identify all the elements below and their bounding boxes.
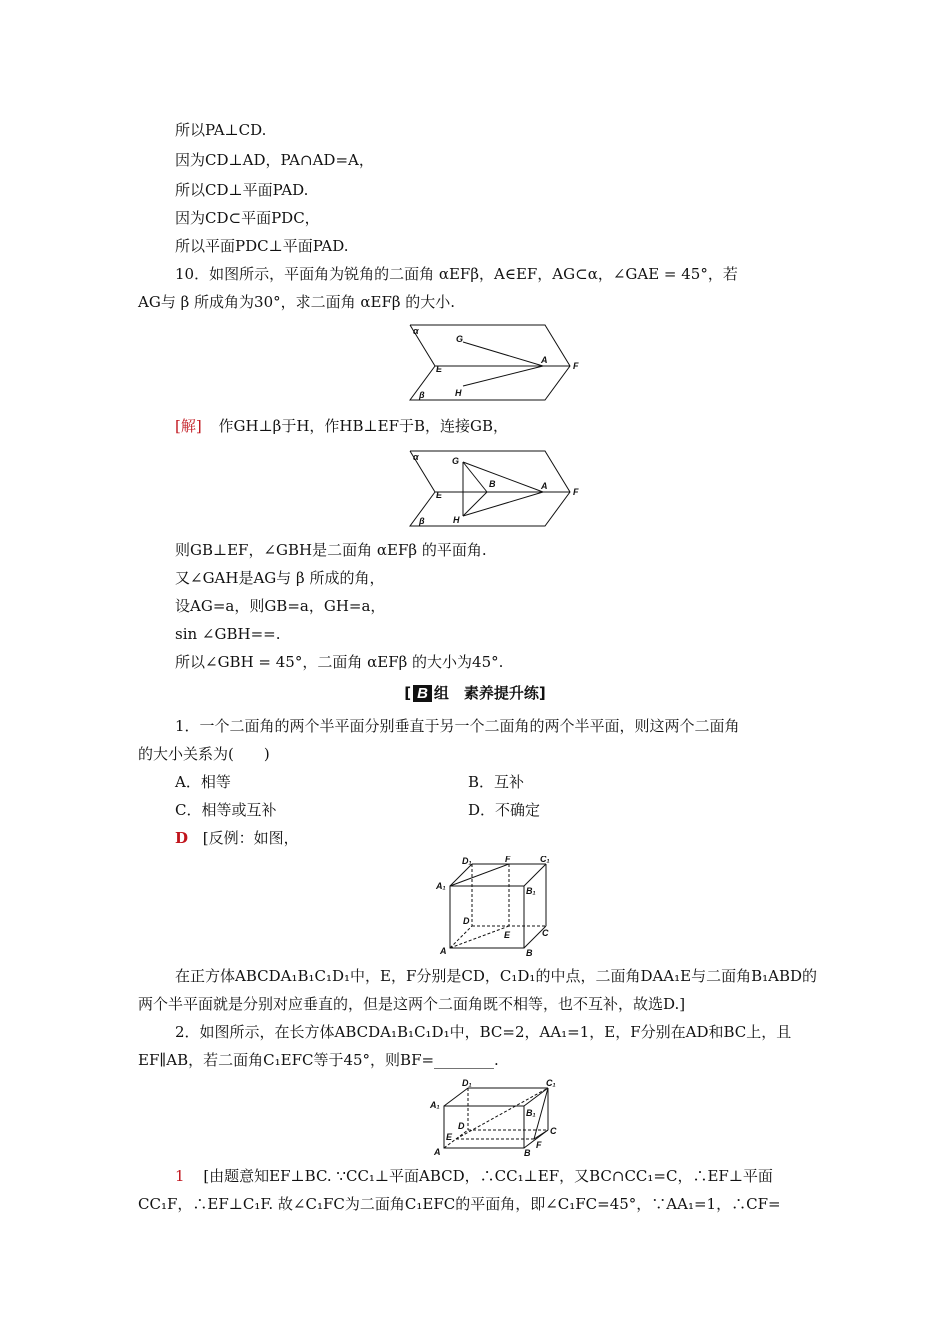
- label-G: G: [452, 456, 460, 466]
- question-2-line2: EF∥AB，若二面角C₁EFC等于45°，则BF=________.: [138, 1051, 499, 1069]
- label-A: A: [440, 946, 447, 956]
- label-B: B: [489, 479, 496, 489]
- text-line: 所以∠GBH = 45°，二面角 αEFβ 的大小为45°.: [175, 653, 504, 671]
- label-A: A: [541, 355, 548, 365]
- text-line: 所以PA⊥CD.: [175, 121, 267, 139]
- label-beta: β: [419, 390, 425, 400]
- label-H: H: [453, 515, 460, 525]
- label-C: C: [542, 928, 549, 938]
- label-A: A: [541, 481, 548, 491]
- explanation-2-line1: [由题意知EF⊥BC. ∵CC₁⊥平面ABCD，∴CC₁⊥EF，又BC∩CC₁=C，∴EF⊥平面: [203, 1167, 773, 1185]
- label-C: C: [550, 1126, 557, 1136]
- label-D1: D₁: [462, 856, 472, 866]
- explanation-1-line1: 在正方体ABCDA₁B₁C₁D₁中，E，F分别是CD，C₁D₁的中点，二面角DAA₁E与二面角B₁ABD的: [175, 967, 818, 985]
- solution-text: 作GH⊥β于H，作HB⊥EF于B，连接GB，: [218, 417, 509, 435]
- label-D1: D₁: [462, 1078, 472, 1088]
- question-1-line1: 1．一个二面角的两个半平面分别垂直于另一个二面角的两个半平面，则这两个二面角: [175, 717, 740, 735]
- problem-10-line2: AG与 β 所成角为30°，求二面角 αEFβ 的大小.: [138, 293, 456, 311]
- label-A: A: [434, 1147, 441, 1157]
- label-B: B: [526, 948, 533, 958]
- label-E: E: [504, 930, 511, 940]
- label-B1: B₁: [526, 1108, 536, 1118]
- label-A1: A₁: [436, 881, 446, 891]
- label-beta: β: [419, 516, 425, 526]
- label-H: H: [455, 388, 462, 398]
- explanation-1-line2: 两个半平面就是分别对应垂直的，但是这两个二面角既不相等，也不互补，故选D.]: [138, 995, 686, 1013]
- label-A1: A₁: [430, 1100, 440, 1110]
- text-line: 所以平面PDC⊥平面PAD.: [175, 237, 349, 255]
- label-F: F: [573, 487, 579, 497]
- label-alpha: α: [413, 452, 419, 462]
- text-line: sin ∠GBH==.: [175, 625, 281, 643]
- answer-1-text: [反例：如图，: [202, 829, 299, 847]
- explanation-2-line2: CC₁F，∴EF⊥C₁F. 故∠C₁FC为二面角C₁EFC的平面角，即∠C₁FC=45°，∵AA₁=1，∴CF=: [138, 1195, 781, 1213]
- label-G: G: [456, 334, 464, 344]
- label-C1: C₁: [546, 1078, 556, 1088]
- label-D: D: [463, 916, 470, 926]
- label-F: F: [573, 361, 579, 371]
- question-2-line1: 2．如图所示，在长方体ABCDA₁B₁C₁D₁中，BC=2，AA₁=1，E，F分别在AD和BC上，且: [175, 1023, 792, 1041]
- answer-2-line: [175, 1166, 773, 1186]
- label-F: F: [536, 1140, 542, 1150]
- option-a: A．相等: [175, 773, 231, 791]
- label-B: B: [524, 1148, 531, 1158]
- section-header: [ B 组 素养提升练]: [404, 684, 546, 702]
- label-F: F: [505, 856, 511, 864]
- label-E: E: [446, 1132, 453, 1142]
- cuboid-figure: [428, 1078, 568, 1158]
- answer-2: 1: [175, 1167, 185, 1185]
- solution-line: [175, 416, 508, 436]
- text-line: 设AG=a，则GB=a，GH=a，: [175, 597, 386, 615]
- label-E: E: [436, 364, 443, 374]
- dihedral-figure-1: [405, 322, 585, 404]
- option-b: B．互补: [468, 773, 525, 791]
- dihedral-figure-2: [405, 448, 585, 530]
- text-line: 则GB⊥EF，∠GBH是二面角 αEFβ 的平面角.: [175, 541, 487, 559]
- solution-tag: [解]: [175, 417, 202, 435]
- label-B1: B₁: [526, 886, 536, 896]
- label-E: E: [436, 490, 443, 500]
- question-1-line2: 的大小关系为( ): [138, 745, 270, 763]
- option-d: D．不确定: [468, 801, 541, 819]
- text-line: 所以CD⊥平面PAD.: [175, 181, 309, 199]
- cube-figure: [432, 856, 557, 958]
- label-alpha: α: [413, 326, 419, 336]
- label-D: D: [458, 1121, 465, 1131]
- text-line: 因为CD⊥AD，PA∩AD=A，: [175, 151, 374, 169]
- label-C1: C₁: [540, 856, 550, 864]
- option-c: C．相等或互补: [175, 801, 277, 819]
- section-letter: B: [413, 685, 432, 702]
- text-line: 又∠GAH是AG与 β 所成的角，: [175, 569, 385, 587]
- answer-1: D: [175, 829, 189, 847]
- text-line: 因为CD⊂平面PDC，: [175, 209, 320, 227]
- answer-1-line: [175, 828, 299, 848]
- problem-10-line1: 10．如图所示，平面角为锐角的二面角 αEFβ，A∈EF，AG⊂α，∠GAE = 45°，若: [175, 265, 738, 283]
